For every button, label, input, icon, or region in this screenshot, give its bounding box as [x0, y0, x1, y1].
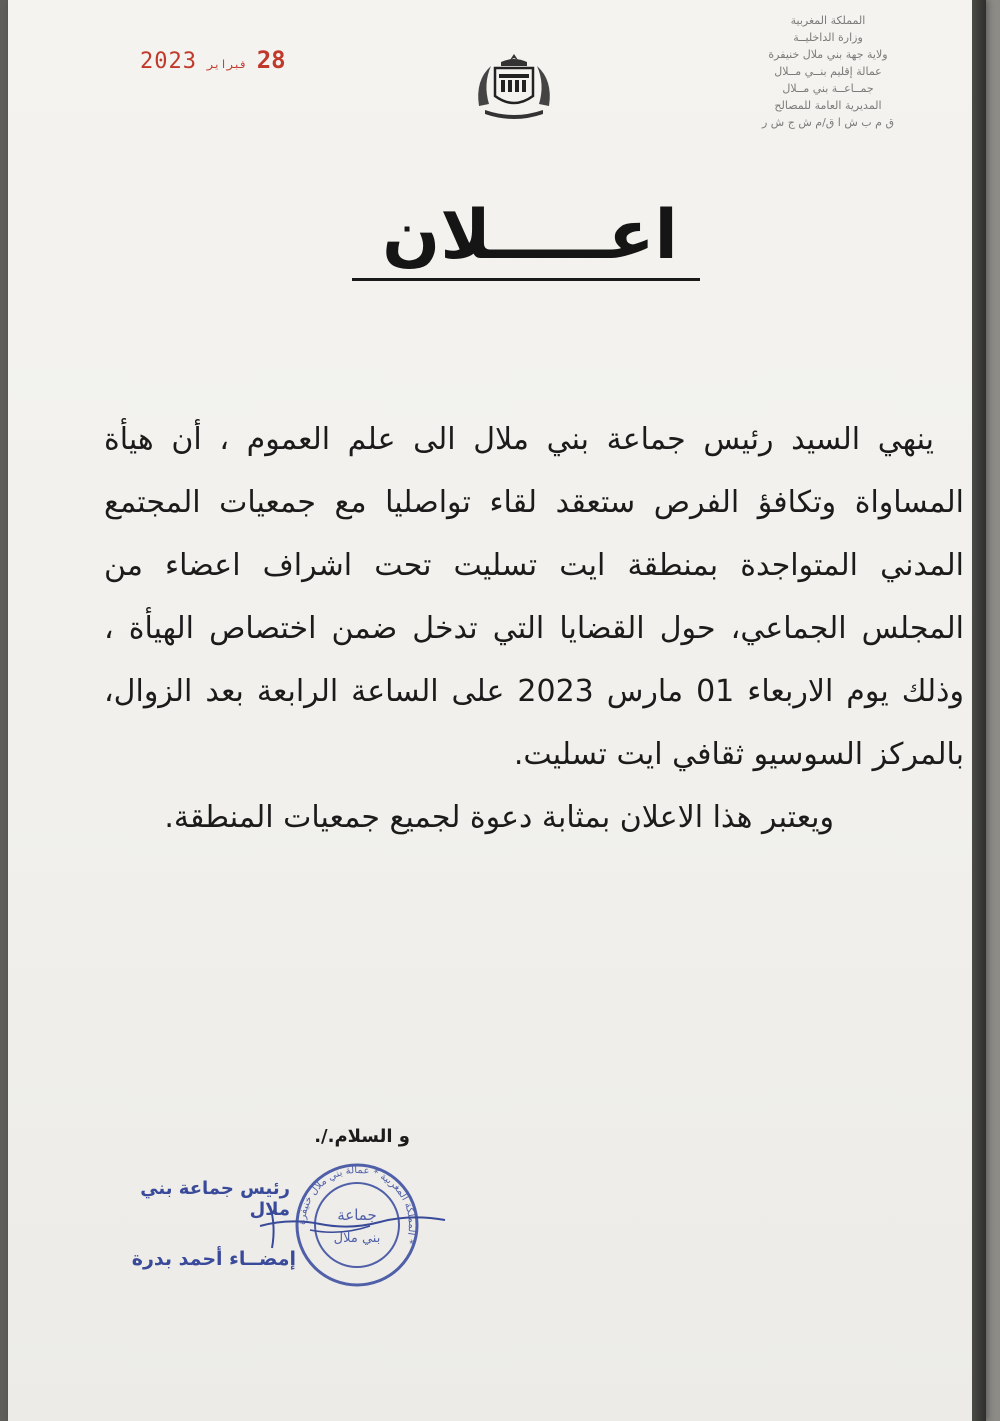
date-stamp [140, 46, 286, 74]
letterhead-line: وزارة الداخليــة [793, 31, 863, 44]
seal-center-bottom: بني ملال [333, 1231, 381, 1246]
royal-emblem-icon [471, 50, 557, 120]
page-title: اعـــــلان [382, 196, 678, 275]
announcement-body [104, 408, 964, 849]
seal-center-top: جماعة [337, 1206, 377, 1224]
handwritten-signature-icon [250, 1196, 450, 1256]
announcement-paragraph: ينهي السيد رئيس جماعة بني ملال الى علم العموم ، أن هيأة المساواة وتكافؤ الفرص ستعقد لقاء تواصليا مع جمعيات المجتمع المدني المتواجدة بمنطقة ايت تسليت تحت اشراف اعضاء من المجلس الجماعي، حول القضايا التي تدخل ضمن اختصاص الهيأة ، وذلك يوم الاربعاء 01 مارس 2023 على الساعة الرابعة بعد الزوال، بالمركز السوسيو ثقافي ايت تسليت. [104, 422, 964, 772]
signatory-name: إمضــاء أحمد بدرة [131, 1248, 296, 1270]
date-day: 28 [256, 46, 286, 74]
announcement-paragraph: ويعتبر هذا الاعلان بمثابة دعوة لجميع جمعيات المنطقة. [164, 800, 834, 835]
title-underline [352, 278, 700, 281]
signatory-title: رئيس جماعة بني ملال [140, 1178, 290, 1220]
paper-edge-shadow [972, 0, 986, 1421]
letterhead-line: عمالة إقليم بنــي مــلال [774, 65, 882, 78]
letterhead [698, 12, 958, 131]
date-month: فبراير [206, 58, 247, 71]
letterhead-line: جمــاعــة بني مــلال [782, 82, 874, 95]
letterhead-line: ولاية جهة بني ملال خنيفرة [768, 48, 888, 61]
letterhead-line: المملكة المغربية [790, 14, 866, 27]
seal-ring-text: المملكة المغربية * عمالة بني ملال خنيفرة * [296, 1164, 418, 1246]
letterhead-line: ق م ب ش ا ق/م ش ج ش ر [762, 116, 894, 129]
letterhead-line: المديرية العامة للمصالح [774, 99, 882, 112]
closing-salutation: و السلام./. [314, 1126, 410, 1147]
date-year: 2023 [140, 49, 197, 74]
